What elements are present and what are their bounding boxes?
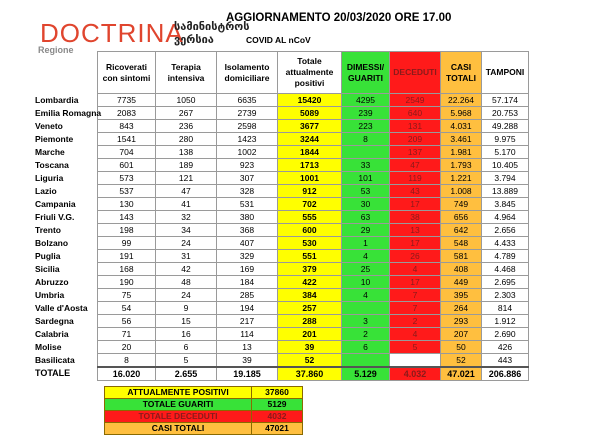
table-cell: 4: [342, 250, 390, 263]
table-cell: 10.405: [482, 159, 529, 172]
table-cell: 379: [278, 263, 342, 276]
table-cell: 4.031: [441, 120, 482, 133]
region-column-header: Regione: [38, 45, 74, 55]
table-cell: 131: [390, 120, 441, 133]
table-cell: 190: [98, 276, 156, 289]
summary-label: ATTUALMENTE POSITIVI: [105, 387, 252, 399]
table-cell: 267: [156, 107, 217, 120]
table-cell: 3.461: [441, 133, 482, 146]
table-body: [35, 94, 529, 381]
table-cell: [342, 354, 390, 368]
table-row: [93, 159, 529, 172]
table-cell: 130: [98, 198, 156, 211]
table-cell: 395: [441, 289, 482, 302]
table-cell: 7: [390, 302, 441, 315]
table-cell: 368: [217, 224, 278, 237]
table-row: [93, 224, 529, 237]
table-cell: 29: [342, 224, 390, 237]
summary-row: [105, 399, 303, 411]
table-cell: 3.845: [482, 198, 529, 211]
table-cell: 1.221: [441, 172, 482, 185]
total-cell: 37.860: [278, 367, 342, 381]
region-name: Friuli V.G.: [35, 211, 75, 222]
total-label: TOTALE: [35, 368, 71, 378]
table-row: [93, 276, 529, 289]
summary-row: [105, 387, 303, 399]
table-cell: 4: [342, 289, 390, 302]
region-name: Calabria: [35, 328, 69, 339]
table-cell: 3677: [278, 120, 342, 133]
table-cell: 42: [156, 263, 217, 276]
summary-label: CASI TOTALI: [105, 423, 252, 435]
table-cell: 5: [156, 354, 217, 368]
table-cell: 26: [390, 250, 441, 263]
table-cell: 384: [278, 289, 342, 302]
table-cell: 581: [441, 250, 482, 263]
table-cell: 749: [441, 198, 482, 211]
table-cell: 5.170: [482, 146, 529, 159]
table-cell: 101: [342, 172, 390, 185]
region-name: Bolzano: [35, 237, 69, 248]
table-row: [93, 107, 529, 120]
table-cell: 380: [217, 211, 278, 224]
total-cell: 47.021: [441, 367, 482, 381]
table-cell: 407: [217, 237, 278, 250]
table-cell: 537: [98, 185, 156, 198]
table-row: [93, 263, 529, 276]
table-cell: 530: [278, 237, 342, 250]
table-cell: 13: [217, 341, 278, 354]
table-cell: 32: [156, 211, 217, 224]
table-cell: 207: [441, 328, 482, 341]
table-cell: 39: [278, 341, 342, 354]
table-cell: 843: [98, 120, 156, 133]
table-cell: 71: [98, 328, 156, 341]
table-cell: 307: [217, 172, 278, 185]
table-cell: 184: [217, 276, 278, 289]
total-cell: 16.020: [98, 367, 156, 381]
region-name: Marche: [35, 146, 65, 157]
table-cell: 280: [156, 133, 217, 146]
table-cell: 4: [390, 263, 441, 276]
table-cell: 601: [98, 159, 156, 172]
table-cell: 119: [390, 172, 441, 185]
col-deceduti: DECEDUTI: [390, 52, 441, 94]
table-cell: 20.753: [482, 107, 529, 120]
total-cell: 4.032: [390, 367, 441, 381]
table-cell: 33: [342, 159, 390, 172]
table-cell: 1: [342, 237, 390, 250]
table-cell: 408: [441, 263, 482, 276]
table-cell: 288: [278, 315, 342, 328]
summary-value: 37860: [252, 387, 303, 399]
table-cell: 449: [441, 276, 482, 289]
table-cell: 4: [390, 328, 441, 341]
table-cell: 15420: [278, 94, 342, 107]
table-cell: 194: [217, 302, 278, 315]
table-cell: 22.264: [441, 94, 482, 107]
region-name: Piemonte: [35, 133, 74, 144]
table-cell: 47: [156, 185, 217, 198]
table-cell: 8: [342, 133, 390, 146]
table-cell: 264: [441, 302, 482, 315]
table-cell: 43: [390, 185, 441, 198]
table-cell: 2.690: [482, 328, 529, 341]
table-cell: 5089: [278, 107, 342, 120]
table-cell: 328: [217, 185, 278, 198]
table-cell: [342, 302, 390, 315]
table-cell: 3: [342, 315, 390, 328]
table-cell: 201: [278, 328, 342, 341]
total-cell: 2.655: [156, 367, 217, 381]
table-cell: 114: [217, 328, 278, 341]
table-row: [93, 133, 529, 146]
table-cell: 329: [217, 250, 278, 263]
table-row: [93, 250, 529, 263]
table-cell: 217: [217, 315, 278, 328]
region-name: Umbria: [35, 289, 65, 300]
table-cell: 20: [98, 341, 156, 354]
table-cell: 1541: [98, 133, 156, 146]
table-cell: 2083: [98, 107, 156, 120]
region-name: Emilia Romagna: [35, 107, 102, 118]
table-cell: 39: [217, 354, 278, 368]
table-row: [93, 172, 529, 185]
table-row: [93, 341, 529, 354]
report-title: AGGIORNAMENTO 20/03/2020 ORE 17.00: [226, 12, 452, 24]
table-cell: 121: [156, 172, 217, 185]
table-cell: 443: [482, 354, 529, 368]
region-name: Sicilia: [35, 263, 60, 274]
table-cell: 704: [98, 146, 156, 159]
table-cell: 16: [156, 328, 217, 341]
table-cell: 4.433: [482, 237, 529, 250]
table-cell: 75: [98, 289, 156, 302]
table-cell: 50: [441, 341, 482, 354]
table-cell: 138: [156, 146, 217, 159]
table-cell: 15: [156, 315, 217, 328]
table-row: [93, 120, 529, 133]
table-cell: 4.964: [482, 211, 529, 224]
table-cell: [390, 354, 441, 368]
table-row: [93, 354, 529, 368]
table-cell: 702: [278, 198, 342, 211]
table-cell: 2: [342, 328, 390, 341]
table-row: [93, 315, 529, 328]
table-cell: 923: [217, 159, 278, 172]
region-name: Puglia: [35, 250, 61, 261]
table-cell: 47: [390, 159, 441, 172]
table-cell: 1.912: [482, 315, 529, 328]
summary-value: 5129: [252, 399, 303, 411]
table-cell: 9.975: [482, 133, 529, 146]
table-cell: 169: [217, 263, 278, 276]
region-name: Basilicata: [35, 354, 75, 365]
table-cell: 555: [278, 211, 342, 224]
table-cell: 198: [98, 224, 156, 237]
region-name: Abruzzo: [35, 276, 69, 287]
table-cell: 531: [217, 198, 278, 211]
table-cell: 24: [156, 237, 217, 250]
table-cell: 1713: [278, 159, 342, 172]
table-cell: 5: [390, 341, 441, 354]
table-cell: 2.695: [482, 276, 529, 289]
table-cell: 642: [441, 224, 482, 237]
table-cell: 1844: [278, 146, 342, 159]
col-totale-positivi: Totale attualmente positivi: [278, 52, 342, 94]
table-cell: 38: [390, 211, 441, 224]
table-cell: 41: [156, 198, 217, 211]
col-isolamento: Isolamento domiciliare: [217, 52, 278, 94]
total-cell: 206.886: [482, 367, 529, 381]
region-name: Toscana: [35, 159, 69, 170]
table-cell: 17: [390, 276, 441, 289]
col-ricoverati: Ricoverati con sintomi: [98, 52, 156, 94]
region-name: Lombardia: [35, 94, 79, 105]
table-cell: 17: [390, 198, 441, 211]
table-cell: 30: [342, 198, 390, 211]
total-cell: 19.185: [217, 367, 278, 381]
watermark-subtext-line-2: ვერსია: [174, 33, 214, 46]
table-cell: 293: [441, 315, 482, 328]
table-row: [93, 328, 529, 341]
col-casi-totali: CASI TOTALI: [441, 52, 482, 94]
table-cell: 9: [156, 302, 217, 315]
table-cell: 236: [156, 120, 217, 133]
table-cell: 1423: [217, 133, 278, 146]
col-dimessi: DIMESSI/ GUARITI: [342, 52, 390, 94]
summary-label: TOTALE GUARITI: [105, 399, 252, 411]
table-cell: 143: [98, 211, 156, 224]
table-row: [93, 211, 529, 224]
table-row: [93, 302, 529, 315]
table-cell: 52: [441, 354, 482, 368]
summary-value: 4032: [252, 411, 303, 423]
table-cell: 239: [342, 107, 390, 120]
table-cell: 13: [390, 224, 441, 237]
table-cell: 1002: [217, 146, 278, 159]
regional-data-table: [35, 51, 529, 381]
table-cell: 54: [98, 302, 156, 315]
table-cell: 7: [390, 289, 441, 302]
table-cell: 5.968: [441, 107, 482, 120]
table-cell: 189: [156, 159, 217, 172]
table-cell: 53: [342, 185, 390, 198]
table-cell: 551: [278, 250, 342, 263]
table-cell: 2.656: [482, 224, 529, 237]
table-cell: 4.789: [482, 250, 529, 263]
region-name: Valle d'Aosta: [35, 302, 88, 313]
table-header-row: [93, 52, 529, 94]
table-cell: 4295: [342, 94, 390, 107]
col-terapia: Terapia intensiva: [156, 52, 217, 94]
table-row: [93, 146, 529, 159]
table-row: [93, 237, 529, 250]
table-cell: 257: [278, 302, 342, 315]
region-name: Liguria: [35, 172, 64, 183]
region-name: Veneto: [35, 120, 63, 131]
table-cell: 4.468: [482, 263, 529, 276]
summary-row: [105, 411, 303, 423]
region-name: Molise: [35, 341, 62, 352]
table-row: [93, 198, 529, 211]
total-cell: 5.129: [342, 367, 390, 381]
table-row: [93, 185, 529, 198]
watermark-subtext-line-1: სამინისტროს: [174, 20, 250, 33]
table-cell: 63: [342, 211, 390, 224]
table-cell: 8: [98, 354, 156, 368]
table-cell: [342, 146, 390, 159]
table-cell: 656: [441, 211, 482, 224]
table-cell: 6: [342, 341, 390, 354]
table-cell: 426: [482, 341, 529, 354]
table-cell: 191: [98, 250, 156, 263]
region-name: Campania: [35, 198, 76, 209]
total-row: [93, 367, 529, 381]
table-cell: 209: [390, 133, 441, 146]
table-cell: 1001: [278, 172, 342, 185]
table-cell: 137: [390, 146, 441, 159]
table-cell: 25: [342, 263, 390, 276]
table-cell: 7735: [98, 94, 156, 107]
col-tamponi: TAMPONI: [482, 52, 529, 94]
table-cell: 814: [482, 302, 529, 315]
region-name: Lazio: [35, 185, 57, 196]
table-cell: 548: [441, 237, 482, 250]
table-cell: 99: [98, 237, 156, 250]
summary-label: TOTALE DECEDUTI: [105, 411, 252, 423]
table-cell: 1.793: [441, 159, 482, 172]
region-name: Trento: [35, 224, 61, 235]
table-cell: 24: [156, 289, 217, 302]
table-cell: 17: [390, 237, 441, 250]
table-cell: 48: [156, 276, 217, 289]
table-cell: 52: [278, 354, 342, 368]
table-cell: 1.008: [441, 185, 482, 198]
table-cell: 57.174: [482, 94, 529, 107]
table-cell: 2739: [217, 107, 278, 120]
region-name: Sardegna: [35, 315, 74, 326]
table-cell: 1050: [156, 94, 217, 107]
table-cell: 422: [278, 276, 342, 289]
table-cell: 640: [390, 107, 441, 120]
table-cell: 1.981: [441, 146, 482, 159]
doctrina-watermark: DOCTRINA: [40, 18, 184, 48]
table-cell: 31: [156, 250, 217, 263]
table-cell: 223: [342, 120, 390, 133]
table-cell: 2549: [390, 94, 441, 107]
table-cell: 2: [390, 315, 441, 328]
table-cell: 34: [156, 224, 217, 237]
table-row: [93, 94, 529, 107]
table-row: [93, 289, 529, 302]
table-cell: 912: [278, 185, 342, 198]
table-cell: 2.303: [482, 289, 529, 302]
table-cell: 6635: [217, 94, 278, 107]
table-cell: 285: [217, 289, 278, 302]
table-cell: 600: [278, 224, 342, 237]
table-cell: 3244: [278, 133, 342, 146]
table-cell: 56: [98, 315, 156, 328]
table-cell: 2598: [217, 120, 278, 133]
summary-value: 47021: [252, 423, 303, 435]
table-cell: 3.794: [482, 172, 529, 185]
table-cell: 6: [156, 341, 217, 354]
report-subtitle: COVID AL nCoV: [246, 35, 311, 45]
table-cell: 168: [98, 263, 156, 276]
summary-table: [104, 386, 303, 435]
table-cell: 10: [342, 276, 390, 289]
table-cell: 13.889: [482, 185, 529, 198]
table-cell: 573: [98, 172, 156, 185]
summary-row: [105, 423, 303, 435]
table-cell: 49.288: [482, 120, 529, 133]
